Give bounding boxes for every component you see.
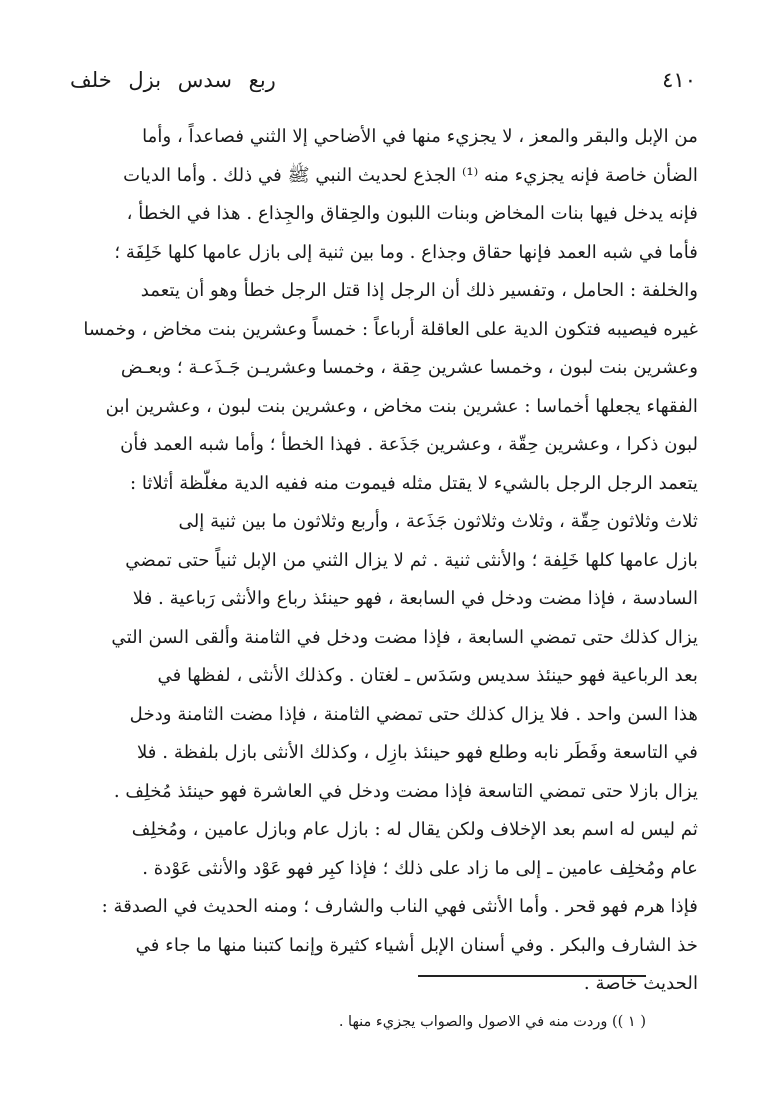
text-line: وعشرين بنت لبون ، وخمسا عشرين حِقة ، وخمسا وعشريـن جَـذَعـة ؛ وبعـض [120, 357, 698, 378]
text-line: فإنه يدخل فيها بنات المخاض وبنات اللبون والحِقاق والجِذاع . هذا في الخطأ ، [126, 203, 698, 224]
footnote-divider [418, 975, 646, 977]
page-title: ربع سدس بزل خلف [70, 68, 276, 92]
text-line: ثلاث وثلاثون حِقّة ، وثلاث وثلاثون جَذَعة ، وأربع وثلاثون ما بين ثنية إلى [178, 511, 698, 532]
running-head [70, 62, 696, 98]
text-line: فأما في شبه العمد فإنها حقاق وجذاع . وما بين ثنية إلى بازل عامها كلها خَلِفَة ؛ [114, 241, 698, 263]
text-line: يزال بازلا حتى تمضي التاسعة فإذا مضت ودخل في العاشرة فهو حينئذ مُخلِف . [113, 780, 698, 802]
page-number: ٤١٠ [662, 68, 696, 92]
text-line: والخلفة : الحامل ، وتفسير ذلك أن الرجل إذا قتل الرجل خطأ وهو أن يتعمد [140, 280, 698, 301]
text-line: يتعمد الرجل الرجل بالشيء لا يقتل مثله فيموت منه ففيه الدية مغلّظة أثلاثا : [129, 472, 698, 494]
text-line: السادسة ، فإذا مضت ودخل في السابعة ، فهو حينئذ رباع والأنثى رَباعية . فلا [132, 588, 698, 609]
text-line: في التاسعة وفَطَر نابه وطلع فهو حينئذ بازِل ، وكذلك الأنثى بازل بلفظة . فلا [136, 742, 698, 763]
text-line: الحديث خاصة . [583, 973, 698, 994]
text-line: بعد الرباعية فهو حينئذ سديس وسَدَس ـ لغتان . وكذلك الأنثى ، لفظها في [157, 665, 698, 686]
text-line: يزال كذلك حتى تمضي السابعة ، فإذا مضت ودخل في الثامنة وألقى السن التي [111, 626, 698, 648]
text-line: بازل عامها كلها خَلِفة ؛ والأنثى ثنية . ثم لا يزال الثني من الإبل ثنياً حتى تمضي [125, 549, 698, 571]
text-line: فإذا هرم فهو قحر . وأما الأنثى فهي الناب والشارف ؛ ومنه الحديث في الصدقة : [101, 896, 698, 917]
text-line: غيره فيصيبه فتكون الدية على العاقلة أرباعاً : خمساً وعشرين بنت مخاض ، وخمسا [83, 318, 698, 340]
text-line: عام ومُخلِف عامين ـ إلى ما زاد على ذلك ؛ فإذا كبِر فهو عَوْد والأنثى عَوْدة . [142, 857, 698, 879]
body-text [68, 118, 698, 1004]
text-line: من الإبل والبقر والمعز ، لا يجزيء منها في الأضاحي إلا الثني فصاعداً ، وأما [142, 126, 698, 147]
text-line: هذا السن واحد . فلا يزال كذلك حتى تمضي الثامنة ، فإذا مضت الثامنة ودخل [129, 703, 698, 725]
text-line: لبون ذكرا ، وعشرين حِقّة ، وعشرين جَذَعة . فهذا الخطأ ؛ وأما شبه العمد فأن [120, 434, 698, 455]
text-line: ثم ليس له اسم بعد الإخلاف ولكن يقال له : بازل عام وبازل عامين ، ومُخلِف [131, 819, 698, 840]
text-line: الفقهاء يجعلها أخماسا : عشرين بنت مخاض ، وعشرين بنت لبون ، وعشرين ابن [105, 395, 698, 417]
footnote: ( ١ )) وردت منه في الاصول والصواب يجزيء منها . [338, 1014, 646, 1030]
text-line: خذ الشارف والبكر . وفي أسنان الإبل أشياء كثيرة وإنما كتبنا منها ما جاء في [135, 934, 698, 956]
text-line: الضأن خاصة فإنه يجزيء منه ⁽¹⁾ الجذع لحديث النبي ﷺ في ذلك . وأما الديات [123, 164, 698, 186]
